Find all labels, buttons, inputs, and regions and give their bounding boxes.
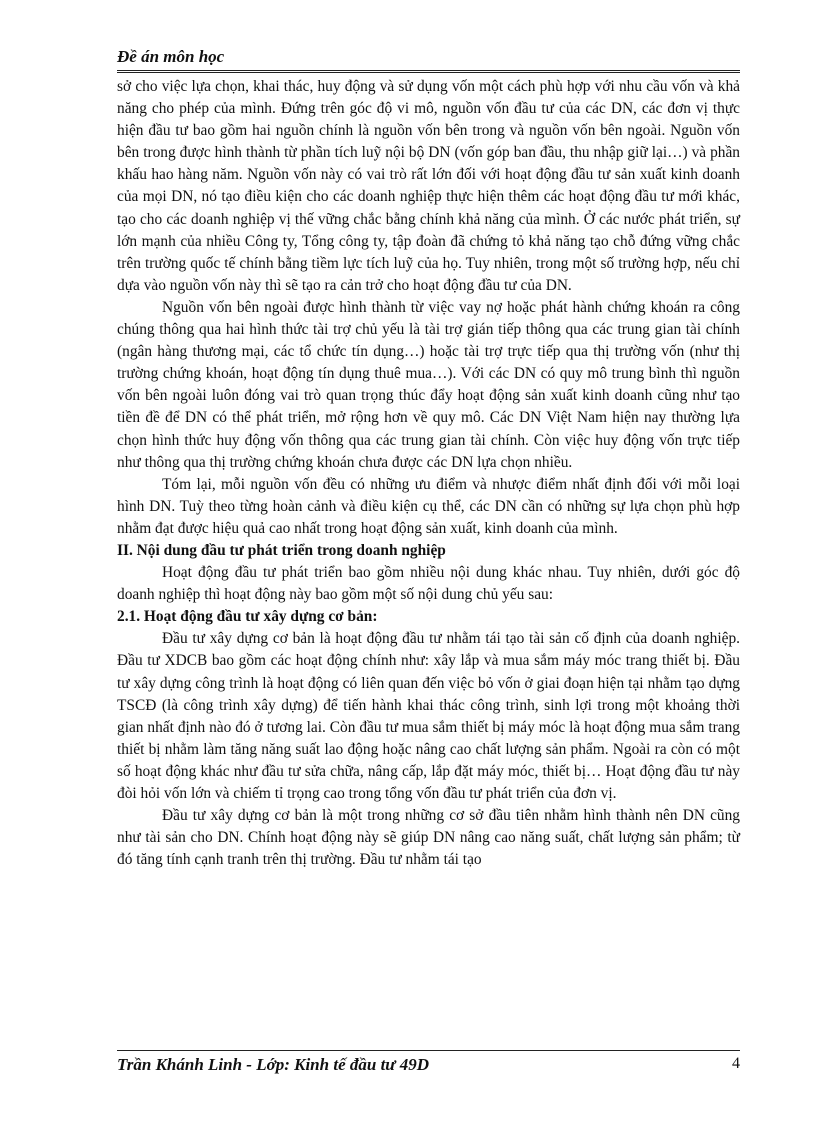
- subsection-heading-2-1: 2.1. Hoạt động đầu tư xây dựng cơ bản:: [117, 608, 378, 626]
- document-body: [117, 76, 740, 871]
- header-rule: [117, 70, 740, 73]
- paragraph-3: Tóm lại, mỗi nguồn vốn đều có những ưu điểm và nhược điểm nhất định đối với mỗi loại hình DN. Tuỳ theo từng hoàn cảnh và điều kiện cụ thể, các DN cần có những sự lựa chọn phù hợp nhằm đạt được hiệu quả cao nhất trong hoạt động sản xuất, kinh doanh của mình.: [117, 475, 740, 537]
- footer-author: Trần Khánh Linh - Lớp: Kinh tế đầu tư 49D: [117, 1055, 430, 1074]
- footer-rule: [117, 1050, 740, 1051]
- paragraph-6: Đầu tư xây dựng cơ bản là một trong những cơ sở đầu tiên nhằm hình thành nên DN cũng như tài sản cho DN. Chính hoạt động này sẽ giúp DN nâng cao năng suất, chất lượng sản phẩm; từ đó tăng tính cạnh tranh trên thị trường. Đầu tư nhằm tái tạo: [117, 807, 740, 869]
- section-heading-2: II. Nội dung đầu tư phát triển trong doanh nghiệp: [117, 541, 446, 559]
- paragraph-4: Hoạt động đầu tư phát triển bao gồm nhiều nội dung khác nhau. Tuy nhiên, dưới góc độ doanh nghiệp thì hoạt động này bao gồm một số nội dung chủ yếu sau:: [117, 564, 740, 604]
- page-header: [117, 46, 740, 68]
- paragraph-1: sở cho việc lựa chọn, khai thác, huy động và sử dụng vốn một cách phù hợp với nhu cầu vốn và khả năng cho phép của mình. Đứng trên góc độ vi mô, nguồn vốn đầu tư của các DN, các đơn vị thực hiện đầu tư bao gồm hai nguồn chính là nguồn vốn bên trong và nguồn vốn bên ngoài. Nguồn vốn bên trong được hình thành từ phần tích luỹ nội bộ DN (vốn góp ban đầu, thu nhập giữ lại…) và phần khấu hao hàng năm. Nguồn vốn này có vai trò rất lớn đối với hoạt động đầu tư sản xuất kinh doanh của mọi DN, nó tạo điều kiện cho các doanh nghiệp thực hiện thêm các hoạt động đầu tư mới khác, tạo cho các doanh nghiệp vị thế vững chắc bằng chính khả năng của mình. Ở các nước phát triển, sự lớn mạnh của nhiều Công ty, Tổng công ty, tập đoàn đã chứng tỏ khả năng tạo chỗ đứng vững chắc trên trường quốc tế chính bằng tiềm lực tích luỹ của họ. Tuy nhiên, trong một số trường hợp, nếu chỉ dựa vào nguồn vốn này thì sẽ tạo ra cản trở cho hoạt động đầu tư của DN.: [117, 78, 740, 294]
- page-number: 4: [732, 1055, 740, 1072]
- header-title: Đề án môn học: [117, 47, 225, 66]
- paragraph-5: Đầu tư xây dựng cơ bản là hoạt động đầu tư nhằm tái tạo tài sản cố định của doanh nghiệp. Đầu tư XDCB bao gồm các hoạt động chính như: xây lắp và mua sắm máy móc trang thiết bị. Đầu tư xây dựng công trình là hoạt động có liên quan đến việc bỏ vốn ở giai đoạn hiện tại nhằm tạo dựng TSCĐ (là công trình xây dựng) để tiến hành khai thác công trình, sinh lợi trong một khoảng thời gian nhất định nào đó ở tương lai. Còn đầu tư mua sắm thiết bị máy móc là hoạt động mua sắm trang thiết bị nhằm làm tăng năng suất lao động hoặc nâng cao chất lượng sản phẩm. Ngoài ra còn có một số hoạt động khác như đầu tư sửa chữa, nâng cấp, lắp đặt máy móc, thiết bị… Hoạt động đầu tư này đòi hỏi vốn lớn và chiếm tỉ trọng cao trong tổng vốn đầu tư phát triển của đơn vị.: [117, 630, 740, 802]
- paragraph-2: Nguồn vốn bên ngoài được hình thành từ việc vay nợ hoặc phát hành chứng khoán ra công chúng thông qua hai hình thức tài trợ chủ yếu là tài trợ gián tiếp thông qua các trung gian tài chính (ngân hàng thương mại, các tổ chức tín dụng…) hoặc tài trợ trực tiếp qua thị trường vốn (như thị trường chứng khoán, hoạt động tín dụng thuê mua…). Với các DN có quy mô trung bình thì nguồn vốn bên ngoài luôn đóng vai trò quan trọng thúc đẩy hoạt động sản xuất kinh doanh cũng như tạo tiền đề để DN có thể phát triển, mở rộng hơn về quy mô. Các DN Việt Nam hiện nay thường lựa chọn hình thức huy động vốn thông qua các trung gian tài chính. Còn việc huy động vốn trực tiếp như thông qua thị trường chứng khoán chưa được các DN lựa chọn nhiều.: [117, 298, 740, 471]
